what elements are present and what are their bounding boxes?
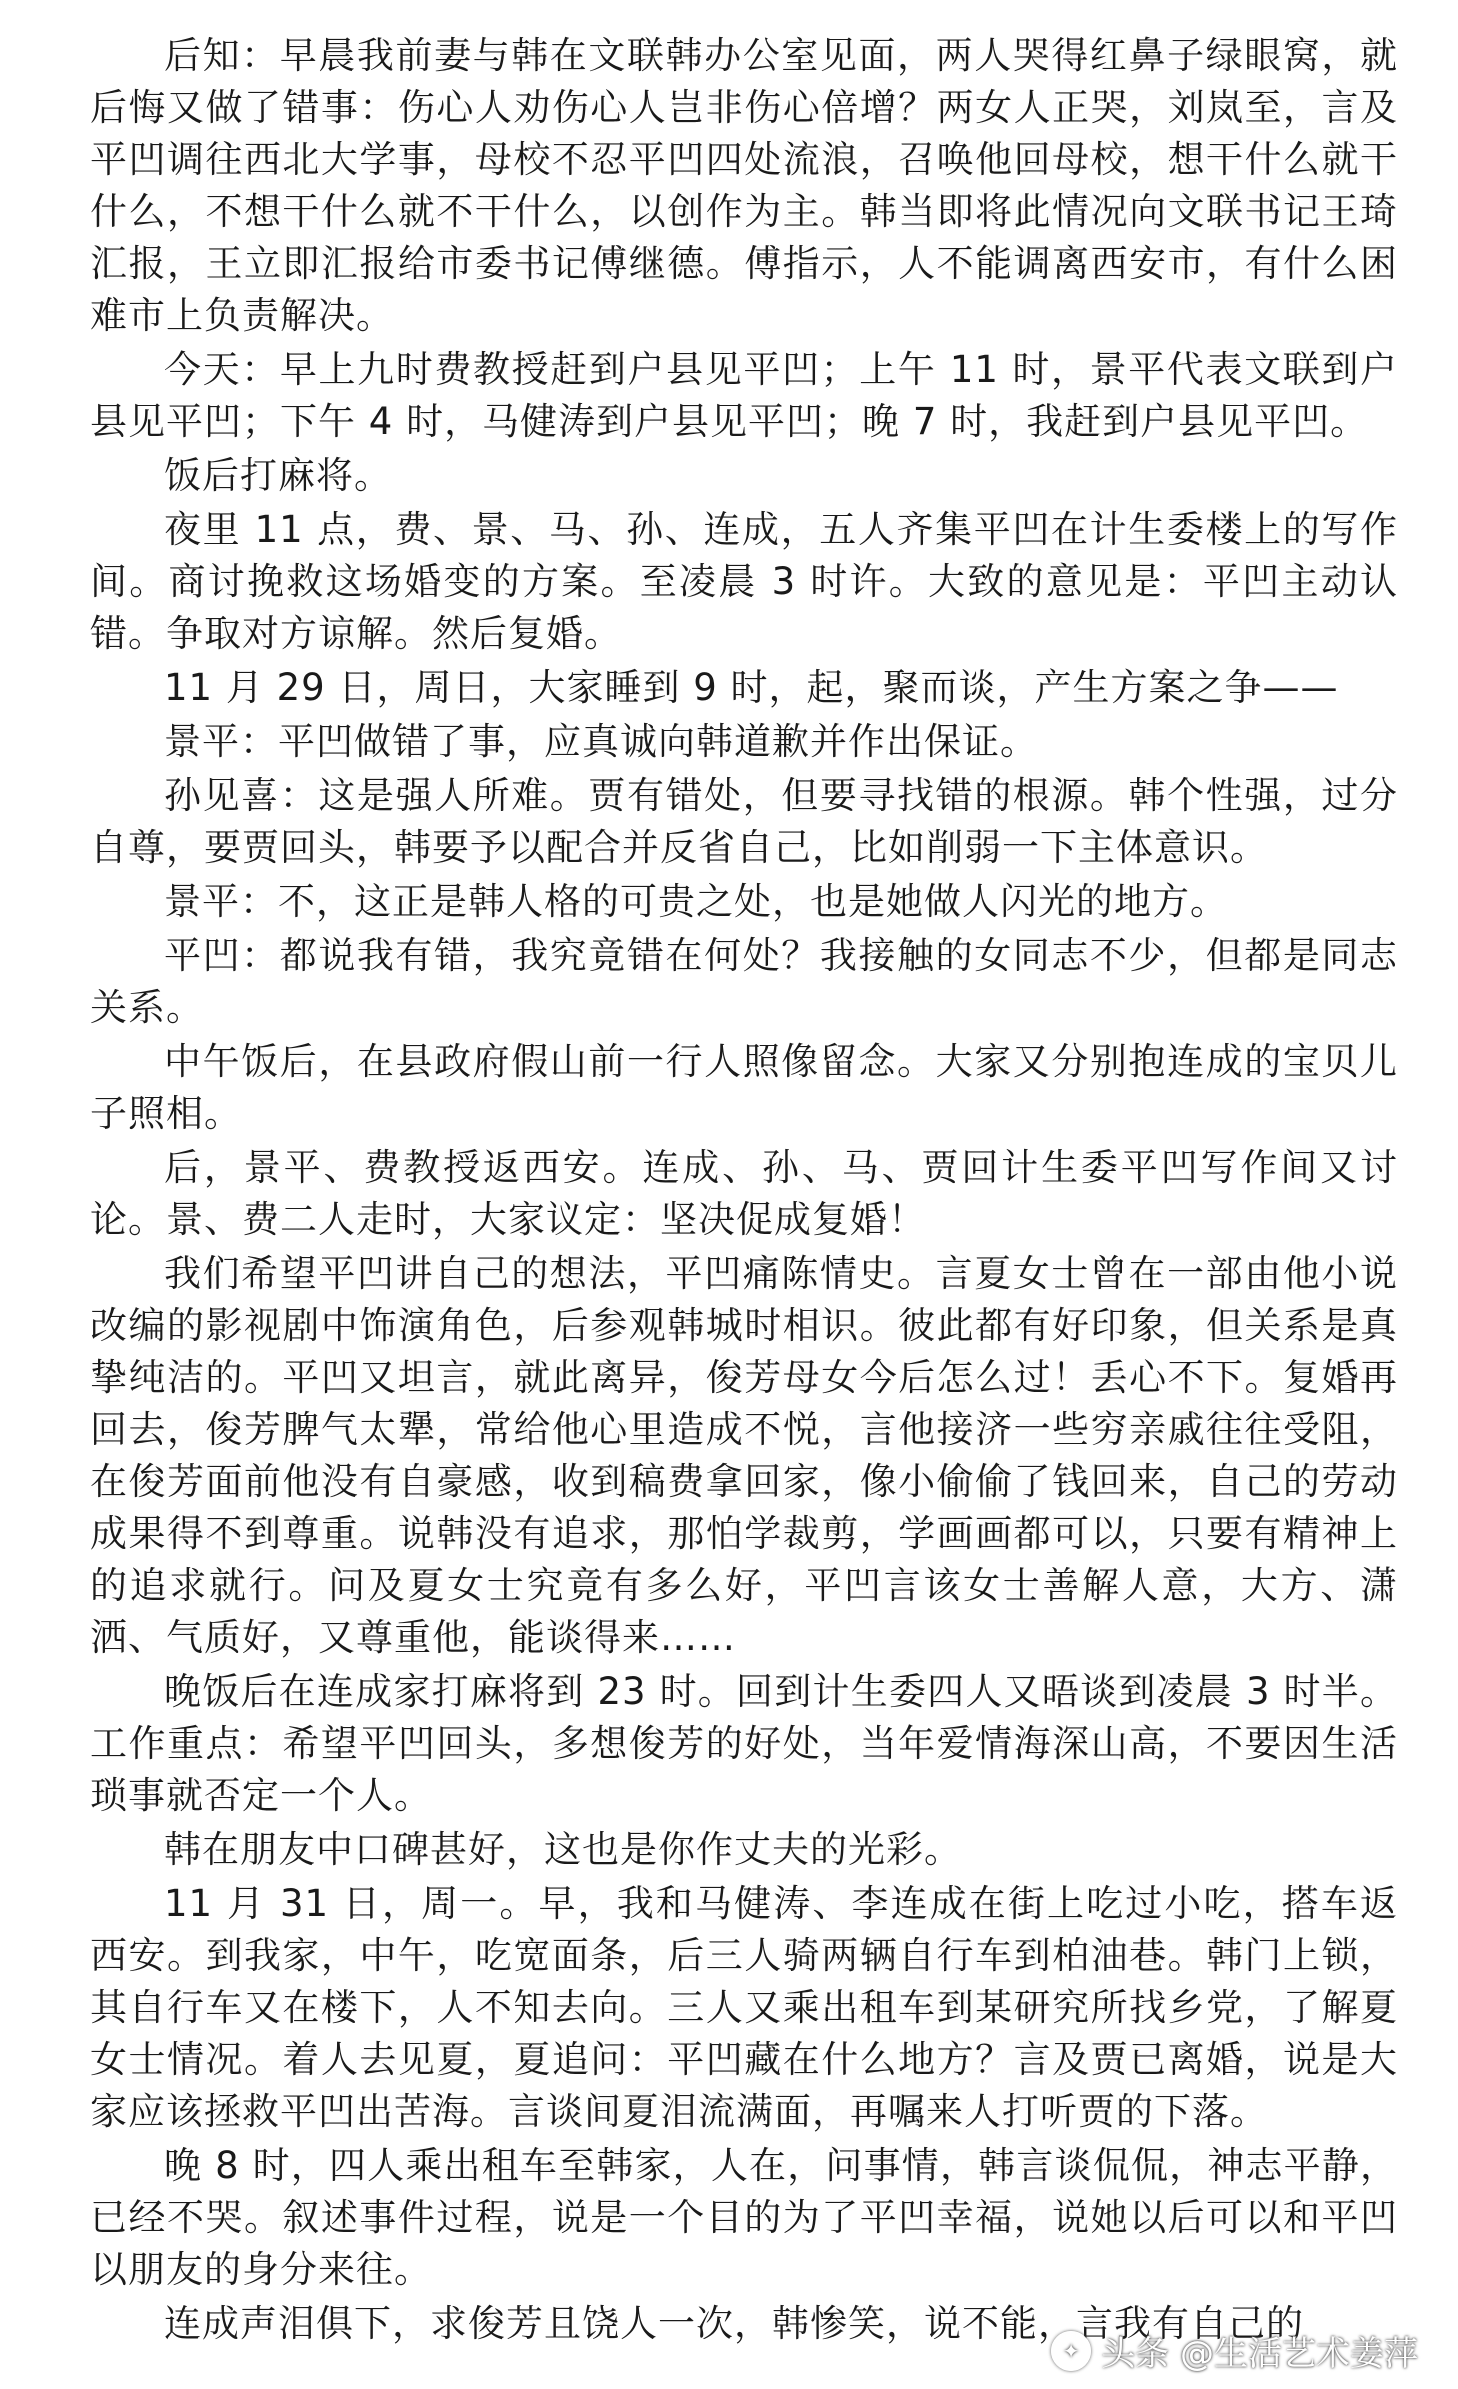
watermark <box>1051 2326 1418 2375</box>
paragraph-10: 中午饭后，在县政府假山前一行人照像留念。大家又分别抱连成的宝贝儿子照相。 <box>90 1040 1398 1135</box>
paragraph-16: 晚 8 时，四人乘出租车至韩家，人在，问事情，韩言谈侃侃，神志平静，已经不哭。叙述事件过程，说是一个目的为了平凹幸福，说她以后可以和平凹以朋友的身分来往。 <box>90 2144 1398 2291</box>
paragraph-17: 连成声泪俱下，求俊芳且饶人一次，韩惨笑，说不能，言我有自己的 <box>164 2302 1304 2345</box>
paragraph-3: 饭后打麻将。 <box>164 454 392 497</box>
paragraph-6: 景平：平凹做错了事，应真诚向韩道歉并作出保证。 <box>164 720 1038 763</box>
paragraph-8: 景平：不，这正是韩人格的可贵之处，也是她做人闪光的地方。 <box>164 880 1228 923</box>
paragraph-14: 韩在朋友中口碑甚好，这也是你作丈夫的光彩。 <box>164 1828 962 1871</box>
paragraph-11: 后，景平、费教授返西安。连成、孙、马、贾回计生委平凹写作间又讨论。景、费二人走时，大家议定：坚决促成复婚！ <box>90 1146 1398 1241</box>
paragraph-15: 11 月 31 日，周一。早，我和马健涛、李连成在街上吃过小吃，搭车返西安。到我家，中午，吃宽面条，后三人骑两辆自行车到柏油巷。韩门上锁，其自行车又在楼下，人不知去向。三人又乘出租车到某研究所找乡党，了解夏女士情况。着人去见夏，夏追问：平凹藏在什么地方？言及贾已离婚，说是大家应该拯救平凹出苦海。言谈间夏泪流满面，再嘱来人打听贾的下落。 <box>90 1882 1398 2133</box>
toutiao-logo-icon: ✦ <box>1051 2331 1091 2371</box>
paragraph-12: 我们希望平凹讲自己的想法，平凹痛陈情史。言夏女士曾在一部由他小说改编的影视剧中饰演角色，后参观韩城时相识。彼此都有好印象，但关系是真挚纯洁的。平凹又坦言，就此离异，俊芳母女今后怎么过！丢心不下。复婚再回去，俊芳脾气太犟，常给他心里造成不悦，言他接济一些穷亲戚往往受阻，在俊芳面前他没有自豪感，收到稿费拿回家，像小偷偷了钱回来，自己的劳动成果得不到尊重。说韩没有追求，那怕学裁剪，学画画都可以，只要有精神上的追求就行。问及夏女士究竟有多么好，平凹言该女士善解人意，大方、潇洒、气质好，又尊重他，能谈得来…… <box>90 1252 1398 1659</box>
paragraph-5: 11 月 29 日，周日，大家睡到 9 时，起，聚而谈，产生方案之争—— <box>164 666 1339 709</box>
paragraph-1: 后知：早晨我前妻与韩在文联韩办公室见面，两人哭得红鼻子绿眼窝，就后悔又做了错事：伤心人劝伤心人岂非伤心倍增？两女人正哭，刘岚至，言及平凹调往西北大学事，母校不忍平凹四处流浪，召唤他回母校，想干什么就干什么，不想干什么就不干什么，以创作为主。韩当即将此情况向文联书记王琦汇报，王立即汇报给市委书记傅继德。傅指示，人不能调离西安市，有什么困难市上负责解决。 <box>90 34 1398 337</box>
paragraph-7: 孙见喜：这是强人所难。贾有错处，但要寻找错的根源。韩个性强，过分自尊，要贾回头，韩要予以配合并反省自己，比如削弱一下主体意识。 <box>90 774 1398 869</box>
paragraph-13: 晚饭后在连成家打麻将到 23 时。回到计生委四人又晤谈到凌晨 3 时半。工作重点：希望平凹回头，多想俊芳的好处，当年爱情海深山高，不要因生活琐事就否定一个人。 <box>90 1670 1398 1817</box>
paragraph-2: 今天：早上九时费教授赶到户县见平凹；上午 11 时，景平代表文联到户县见平凹；下午 4 时，马健涛到户县见平凹；晚 7 时，我赶到户县见平凹。 <box>90 348 1398 443</box>
paragraph-4: 夜里 11 点，费、景、马、孙、连成，五人齐集平凹在计生委楼上的写作间。商讨挽救这场婚变的方案。至凌晨 3 时许。大致的意见是：平凹主动认错。争取对方谅解。然后复婚。 <box>90 508 1398 655</box>
watermark-text: 头条 @生活艺术姜萍 <box>1101 2334 1418 2374</box>
paragraph-9: 平凹：都说我有错，我究竟错在何处？我接触的女同志不少，但都是同志关系。 <box>90 934 1398 1029</box>
